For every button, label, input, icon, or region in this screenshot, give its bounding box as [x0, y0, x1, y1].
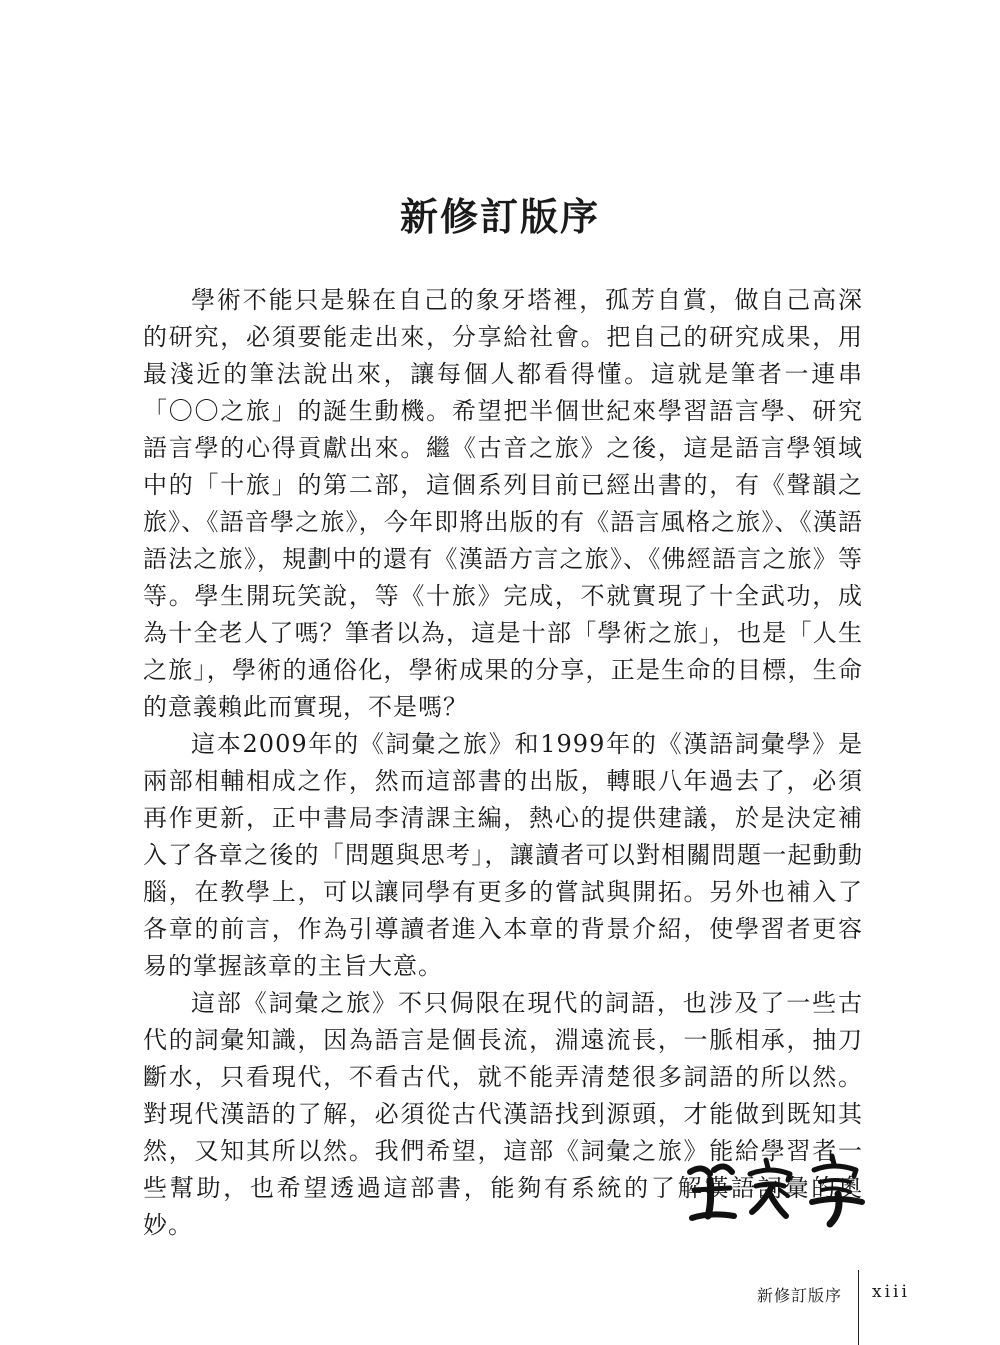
footer-divider: [858, 1270, 859, 1345]
paragraph-1: 學術不能只是躲在自己的象牙塔裡，孤芳自賞，做自己高深的研究，必須要能走出來，分享給社會。把自己的研究成果，用最淺近的筆法說出來，讓每個人都看得懂。這就是筆者一連串「〇〇之旅」的誕生動機。希望把半個世紀來學習語言學、研究語言學的心得貢獻出來。繼《古音之旅》之後，這是語言學領域中的「十旅」的第二部，這個系列目前已經出書的，有《聲韻之旅》、《語音學之旅》，今年即將出版的有《語言風格之旅》、《漢語語法之旅》，規劃中的還有《漢語方言之旅》、《佛經語言之旅》等等。學生開玩笑說，等《十旅》完成，不就實現了十全武功，成為十全老人了嗎？筆者以為，這是十部「學術之旅」，也是「人生之旅」，學術的通俗化，學術成果的分享，正是生命的目標，生命的意義賴此而實現，不是嗎？: [143, 286, 863, 721]
preface-body: [143, 282, 863, 1244]
paragraph-2: 這本2009年的《詞彙之旅》和1999年的《漢語詞彙學》是兩部相輔相成之作，然而這部書的出版，轉眼八年過去了，必須再作更新，正中書局李清課主編，熱心的提供建議，於是決定補入了各章之後的「問題與思考」，讓讀者可以對相關問題一起動動腦，在教學上，可以讓同學有更多的嘗試與開拓。另外也補入了各章的前言，作為引導讀者進入本章的背景介紹，使學習者更容易的掌握該章的主旨大意。: [143, 730, 863, 980]
paragraph-3: 這部《詞彙之旅》不只侷限在現代的詞語，也涉及了一些古代的詞彙知識，因為語言是個長流，淵遠流長，一脈相承，抽刀斷水，只看現代，不看古代，就不能弄清楚很多詞語的所以然。對現代漢語的了解，必須從古代漢語找到源頭，才能做到既知其然，又知其所以然。我們希望，這部《詞彙之旅》能給學習者一些幫助，也希望透過這部書，能夠有系統的了解漢語詞彙的奧妙。: [143, 989, 863, 1239]
page-number: xiii: [872, 1282, 910, 1302]
page-title: 新修訂版序: [399, 194, 600, 239]
author-signature: [680, 1150, 870, 1230]
running-title: 新修訂版序: [756, 1286, 842, 1305]
